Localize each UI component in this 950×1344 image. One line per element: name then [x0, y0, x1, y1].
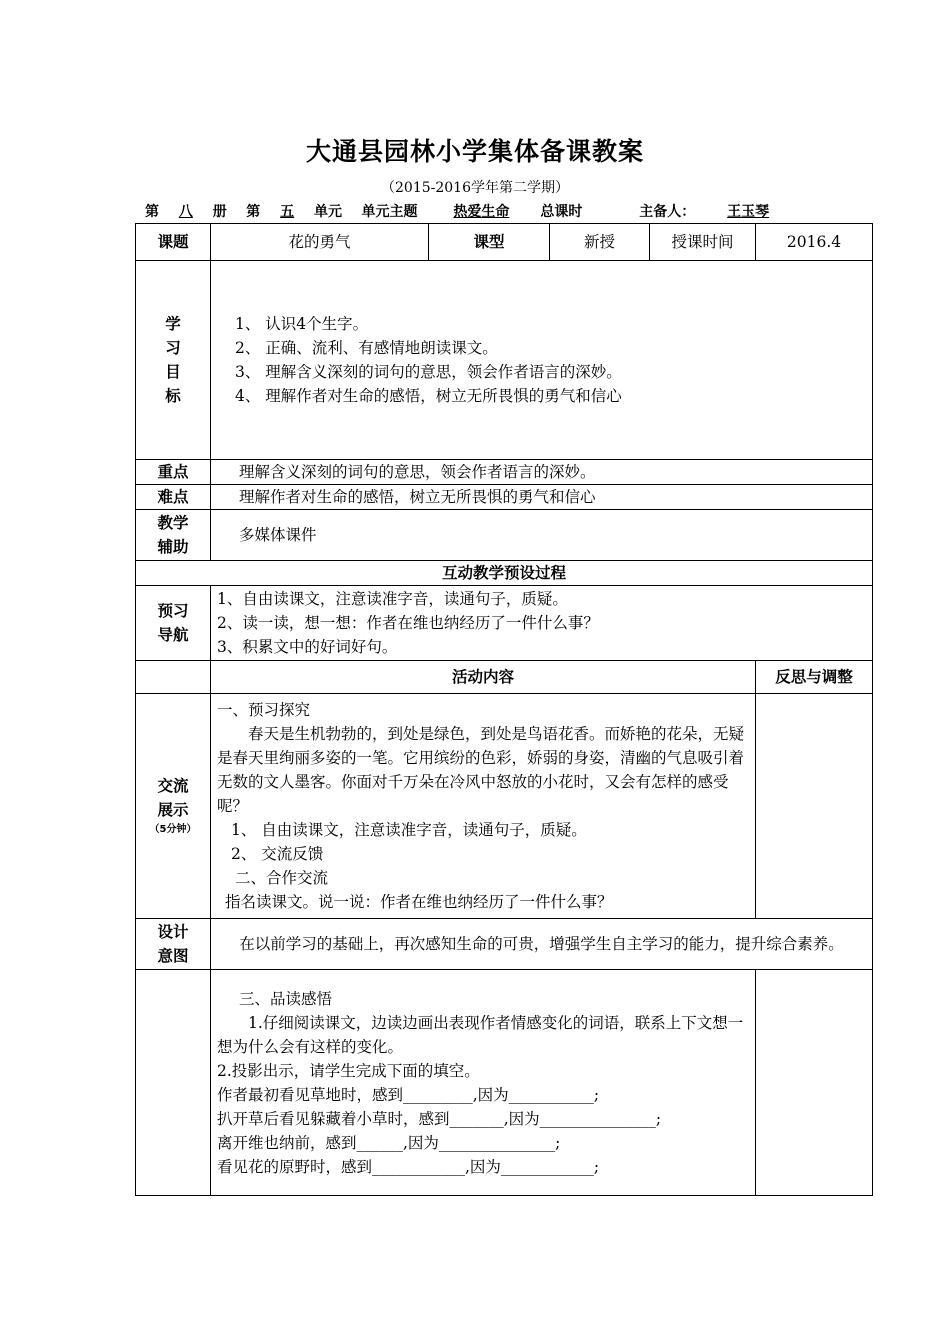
topic-label: 课题	[136, 224, 211, 261]
goal-item: 3、 理解含义深刻的词句的意思，领会作者语言的深妙。	[235, 363, 622, 381]
reading-line: 三、品读感悟	[239, 989, 333, 1008]
goal-item: 2、 正确、流利、有感情地朗读课文。	[235, 339, 498, 357]
volume-prefix: 第	[145, 204, 159, 220]
unit-value: 五	[280, 204, 295, 220]
document-title: 大通县园林小学集体备课教案	[305, 137, 644, 166]
unit-suffix: 单元	[314, 204, 342, 220]
difficulty-text: 理解作者对生命的感悟，树立无所畏惧的勇气和信心	[211, 485, 873, 510]
goals-label: 学 习 目 标	[136, 261, 211, 460]
goal-item: 1、 认识4个生字。	[235, 315, 369, 333]
volume-value: 八	[178, 204, 193, 220]
reading-line: 扒开草后看见躲藏着小草时，感到_______,因为_______________;	[217, 1109, 662, 1128]
columns-row	[136, 661, 873, 694]
hours-label: 总课时	[540, 204, 583, 220]
preview-label: 预习 导航	[136, 586, 211, 661]
preview-row	[136, 586, 873, 661]
process-title-row	[136, 561, 873, 586]
key-point-label: 重点	[136, 460, 211, 485]
design-label: 设计 意图	[136, 919, 211, 970]
exchange-duration: （5分钟）	[149, 824, 197, 835]
goals-list	[211, 261, 873, 460]
aids-text: 多媒体课件	[211, 510, 873, 561]
exchange-content	[211, 694, 756, 919]
preview-item: 1、自由读课文，注意读准字音，读通句子，质疑。	[217, 590, 568, 608]
difficulty-row	[136, 485, 873, 510]
preview-item: 3、积累文中的好词好句。	[217, 638, 398, 656]
exchange-row	[136, 694, 873, 919]
exchange-line: 春天是生机勃勃的，到处是绿色，到处是鸟语花香。而娇艳的花朵，无疑是春天里绚丽多姿的一笔。它用缤纷的色彩，娇弱的身姿，清幽的气息吸引着无数的文人墨客。你面对千万朵在冷风中怒放的小花时，又会有怎样的感受呢？	[217, 725, 745, 815]
type-value: 新授	[550, 224, 650, 261]
design-text: 在以前学习的基础上，再次感知生命的可贵，增强学生自主学习的能力，提升综合素养。	[211, 919, 873, 970]
key-point-row	[136, 460, 873, 485]
time-value: 2016.4	[756, 224, 873, 261]
aids-row	[136, 510, 873, 561]
theme-label: 单元主题	[361, 204, 418, 220]
type-label: 课型	[429, 224, 550, 261]
document-subtitle: （2015-2016学年第二学期）	[381, 180, 569, 196]
volume-suffix: 册	[212, 204, 227, 220]
header-row	[136, 224, 873, 261]
reading-line: 2.投影出示，请学生完成下面的填空。	[217, 1061, 480, 1080]
process-title: 互动教学预设过程	[136, 561, 873, 586]
reading-line: 看见花的原野时，感到____________,因为____________;	[217, 1157, 600, 1176]
reading-row	[136, 970, 873, 1196]
reading-reflection	[756, 970, 873, 1196]
preparer-value: 王玉琴	[727, 204, 770, 220]
reading-line: 离开维也纳前，感到______,因为_______________;	[217, 1133, 561, 1152]
exchange-line: 一、预习探究	[217, 701, 311, 719]
exchange-reflection	[756, 694, 873, 919]
design-row	[136, 919, 873, 970]
activity-column-header: 活动内容	[211, 661, 756, 694]
aids-label: 教学 辅助	[136, 510, 211, 561]
topic-value: 花的勇气	[211, 224, 429, 261]
exchange-line: 指名读课文。说一说：作者在维也纳经历了一件什么事？	[225, 893, 613, 911]
exchange-line: 2、 交流反馈	[231, 845, 324, 863]
meta-line	[145, 201, 796, 221]
time-label: 授课时间	[650, 224, 756, 261]
difficulty-label: 难点	[136, 485, 211, 510]
theme-value: 热爱生命	[453, 204, 510, 220]
key-point-text: 理解含义深刻的词句的意思，领会作者语言的深妙。	[211, 460, 873, 485]
preparer-label: 主备人：	[639, 204, 696, 220]
reading-content	[211, 970, 756, 1196]
reflection-column-header: 反思与调整	[756, 661, 873, 694]
exchange-label: 交流 展示 （5分钟）	[136, 694, 211, 919]
preview-list	[211, 586, 873, 661]
reading-line: 1.仔细阅读课文，边读边画出表现作者情感变化的词语，联系上下文想一想为什么会有这样的变化。	[217, 1013, 744, 1056]
exchange-line: 1、 自由读课文，注意读准字音，读通句子，质疑。	[231, 821, 587, 839]
lesson-plan-table	[135, 223, 873, 1196]
exchange-line: 二、合作交流	[235, 869, 329, 887]
preview-item: 2、读一读，想一想：作者在维也纳经历了一件什么事？	[217, 614, 599, 632]
unit-prefix: 第	[246, 204, 261, 220]
goal-item: 4、 理解作者对生命的感悟，树立无所畏惧的勇气和信心	[235, 387, 622, 405]
reading-line: 作者最初看见草地时，感到_________,因为___________;	[217, 1085, 600, 1104]
goals-row	[136, 261, 873, 460]
